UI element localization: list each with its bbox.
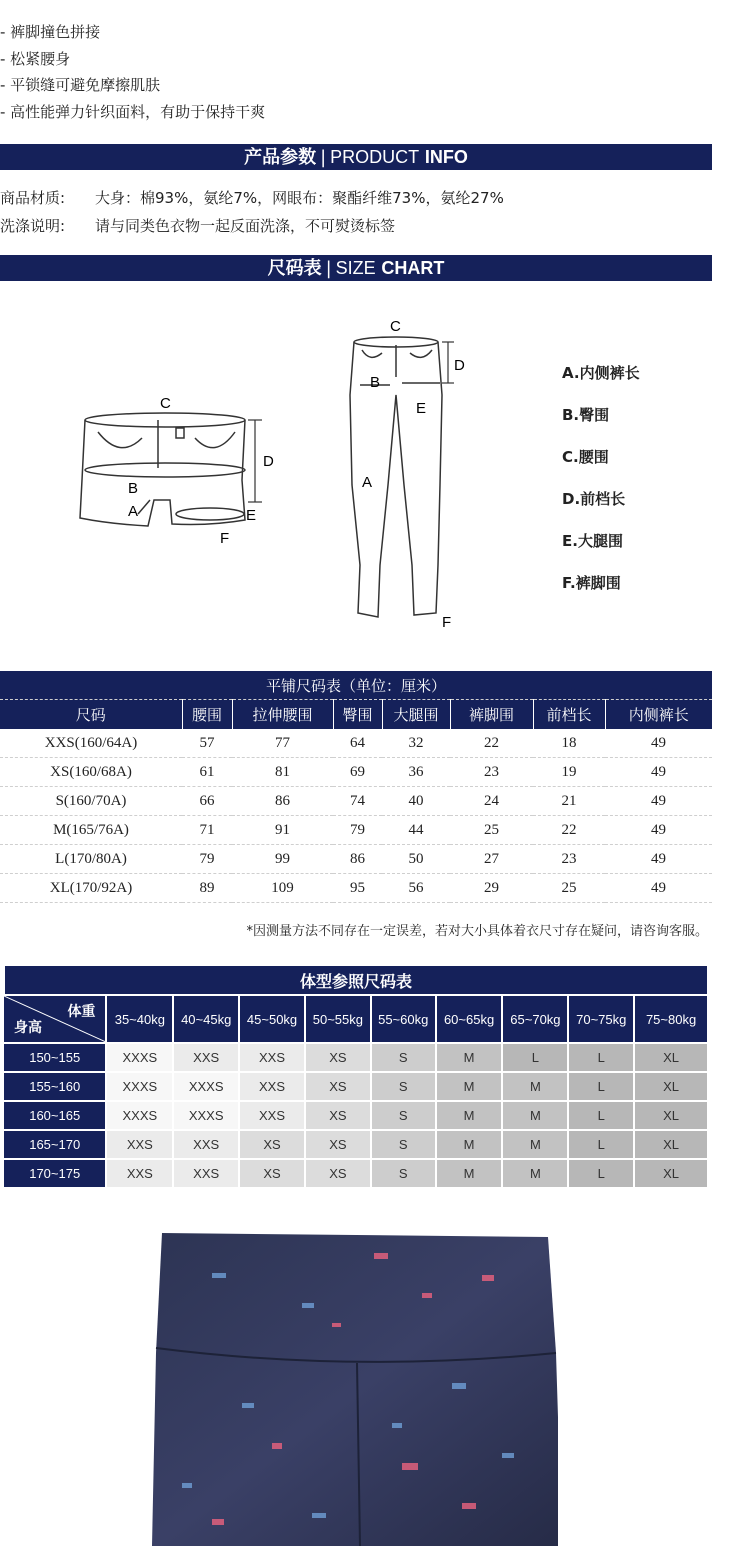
- size-cell: XL: [634, 1130, 707, 1159]
- table-cell: 49: [605, 816, 712, 845]
- material-value: 大身：棉93%，氨纶7%，网眼布：聚酯纤维73%，氨纶27%: [95, 189, 504, 207]
- table-cell: 22: [450, 729, 533, 758]
- diagram-letter: C: [390, 318, 401, 335]
- diagram-letter: E: [246, 507, 257, 524]
- table-row: [0, 787, 712, 816]
- size-cell: XS: [305, 1101, 371, 1130]
- size-cell: L: [502, 1043, 568, 1072]
- size-cell: XXXS: [173, 1101, 239, 1130]
- size-cell: XS: [305, 1043, 371, 1072]
- weight-header: 45~50kg: [239, 995, 305, 1043]
- table-cell: 40: [382, 787, 450, 816]
- corner-header: [4, 995, 106, 1043]
- size-cell: M: [502, 1101, 568, 1130]
- table-cell: 27: [450, 845, 533, 874]
- table-cell: 49: [605, 787, 712, 816]
- height-row: [4, 1159, 707, 1187]
- product-photo: [152, 1233, 558, 1546]
- size-cell: XXXS: [106, 1043, 173, 1072]
- weight-header: 55~60kg: [371, 995, 436, 1043]
- legend-item: D.前档长: [562, 490, 626, 508]
- table-cell: 29: [450, 874, 533, 903]
- table-cell: 91: [232, 816, 333, 845]
- size-cell: XXXS: [173, 1072, 239, 1101]
- diagram-letter: C: [160, 395, 171, 412]
- size-cell: S: [371, 1159, 436, 1187]
- size-cell: L: [568, 1043, 634, 1072]
- column-header: 尺码: [0, 700, 182, 730]
- size-cell: M: [502, 1159, 568, 1187]
- size-cell: XL: [634, 1072, 707, 1101]
- column-header: 大腿围: [382, 700, 450, 730]
- feature-line: - 裤脚撞色拼接: [0, 23, 101, 41]
- size-cell: XXS: [239, 1072, 305, 1101]
- table-cell: XXS(160/64A): [0, 729, 182, 758]
- height-row: [4, 1130, 707, 1159]
- height-header: 170~175: [4, 1159, 106, 1187]
- diagram-letter: A: [128, 503, 139, 520]
- weight-header: 40~45kg: [173, 995, 239, 1043]
- table-cell: 49: [605, 845, 712, 874]
- table-cell: 23: [533, 845, 605, 874]
- table-cell: 86: [232, 787, 333, 816]
- wash-label: 洗涤说明:: [0, 217, 66, 235]
- body-type-table-title: 体型参照尺码表: [4, 965, 707, 995]
- size-cell: XXS: [106, 1130, 173, 1159]
- corner-weight-label: 体重: [67, 1004, 96, 1020]
- table-cell: 69: [333, 758, 382, 787]
- diagram-letter: D: [454, 357, 465, 374]
- height-row: [4, 1101, 707, 1130]
- table-cell: 32: [382, 729, 450, 758]
- table-cell: 77: [232, 729, 333, 758]
- feature-line: - 平锁缝可避免摩擦肌肤: [0, 76, 161, 94]
- table-cell: 74: [333, 787, 382, 816]
- table-cell: XL(170/92A): [0, 874, 182, 903]
- size-cell: L: [568, 1101, 634, 1130]
- size-cell: L: [568, 1159, 634, 1187]
- size-cell: XXS: [239, 1101, 305, 1130]
- table-cell: 57: [182, 729, 232, 758]
- table-cell: 25: [450, 816, 533, 845]
- feature-line: - 高性能弹力针织面料，有助于保持干爽: [0, 103, 266, 121]
- table-cell: 22: [533, 816, 605, 845]
- table-cell: 36: [382, 758, 450, 787]
- body-type-table: [3, 964, 707, 1187]
- size-cell: XXXS: [106, 1072, 173, 1101]
- column-header: 臀围: [333, 700, 382, 730]
- diagram-letter: A: [362, 474, 373, 491]
- table-cell: 49: [605, 758, 712, 787]
- table-cell: 19: [533, 758, 605, 787]
- size-cell: M: [436, 1072, 503, 1101]
- measurement-table: [0, 671, 712, 903]
- size-cell: XL: [634, 1101, 707, 1130]
- banner-separator: |: [325, 258, 332, 279]
- table-cell: 99: [232, 845, 333, 874]
- weight-header: 65~70kg: [502, 995, 568, 1043]
- size-cell: XS: [239, 1159, 305, 1187]
- table-row: [0, 874, 712, 903]
- table-cell: 81: [232, 758, 333, 787]
- weight-header: 35~40kg: [106, 995, 173, 1043]
- weight-header: 75~80kg: [634, 995, 707, 1043]
- table-cell: 64: [333, 729, 382, 758]
- table-cell: 49: [605, 729, 712, 758]
- banner-separator: |: [320, 147, 327, 168]
- size-cell: L: [568, 1072, 634, 1101]
- table-row: [0, 845, 712, 874]
- weight-header: 60~65kg: [436, 995, 503, 1043]
- table-cell: 71: [182, 816, 232, 845]
- table-row: [0, 758, 712, 787]
- table-cell: 24: [450, 787, 533, 816]
- size-cell: XS: [305, 1072, 371, 1101]
- table-cell: 50: [382, 845, 450, 874]
- legend-item: A.内侧裤长: [562, 364, 640, 382]
- table-cell: 21: [533, 787, 605, 816]
- diagram-letter: B: [370, 374, 381, 391]
- legend-item: F.裤脚围: [562, 574, 621, 592]
- table-cell: XS(160/68A): [0, 758, 182, 787]
- size-chart-title-en-bold: CHART: [381, 258, 445, 278]
- material-row: [0, 188, 504, 208]
- size-chart-title-cn: 尺码表: [267, 258, 322, 279]
- measurement-note: *因测量方法不同存在一定误差，若对大小具体着衣尺寸存在疑问，请咨询客服。: [246, 924, 708, 939]
- product-info-title-cn: 产品参数: [244, 147, 317, 168]
- table-cell: L(170/80A): [0, 845, 182, 874]
- size-cell: S: [371, 1072, 436, 1101]
- product-info-title-en: PRODUCT: [330, 147, 420, 167]
- column-header: 前档长: [533, 700, 605, 730]
- product-info-banner: [0, 144, 712, 170]
- size-cell: M: [436, 1159, 503, 1187]
- size-cell: S: [371, 1130, 436, 1159]
- material-label: 商品材质:: [0, 189, 66, 207]
- size-cell: M: [502, 1072, 568, 1101]
- table-cell: 89: [182, 874, 232, 903]
- measurement-header-row: [0, 700, 712, 730]
- table-row: [0, 816, 712, 845]
- table-cell: 86: [333, 845, 382, 874]
- measurement-table-caption: 平铺尺码表（单位：厘米）: [0, 671, 712, 700]
- table-cell: 79: [182, 845, 232, 874]
- diagram-letter: D: [263, 453, 274, 470]
- diagram-letter: F: [220, 530, 230, 547]
- table-cell: 25: [533, 874, 605, 903]
- column-header: 内侧裤长: [605, 700, 712, 730]
- legend-item: E.大腿围: [562, 532, 623, 550]
- diagram-letter: E: [416, 400, 427, 417]
- feature-line: - 松紧腰身: [0, 50, 71, 68]
- size-cell: XS: [305, 1159, 371, 1187]
- size-chart-banner: [0, 255, 712, 281]
- size-cell: XL: [634, 1043, 707, 1072]
- corner-height-label: 身高: [14, 1020, 42, 1036]
- weight-header-row: [4, 995, 707, 1043]
- size-cell: XS: [305, 1130, 371, 1159]
- table-cell: 49: [605, 874, 712, 903]
- column-header: 腰围: [182, 700, 232, 730]
- diagram-letter: F: [442, 614, 452, 631]
- wash-value: 请与同类色衣物一起反面洗涤，不可熨烫标签: [95, 217, 396, 235]
- table-cell: 66: [182, 787, 232, 816]
- size-cell: XXXS: [106, 1101, 173, 1130]
- table-cell: 61: [182, 758, 232, 787]
- column-header: 裤脚围: [450, 700, 533, 730]
- table-cell: 95: [333, 874, 382, 903]
- size-cell: XXS: [173, 1159, 239, 1187]
- size-cell: XL: [634, 1159, 707, 1187]
- size-cell: M: [502, 1130, 568, 1159]
- size-cell: M: [436, 1130, 503, 1159]
- legend-item: C.腰围: [562, 448, 609, 466]
- size-cell: S: [371, 1101, 436, 1130]
- size-cell: M: [436, 1043, 503, 1072]
- table-cell: 18: [533, 729, 605, 758]
- table-cell: 79: [333, 816, 382, 845]
- size-cell: S: [371, 1043, 436, 1072]
- column-header: 拉伸腰围: [232, 700, 333, 730]
- table-cell: M(165/76A): [0, 816, 182, 845]
- size-cell: XXS: [239, 1043, 305, 1072]
- table-cell: 23: [450, 758, 533, 787]
- size-cell: L: [568, 1130, 634, 1159]
- height-row: [4, 1043, 707, 1072]
- size-chart-title-en: SIZE: [335, 258, 376, 278]
- size-cell: XXS: [173, 1130, 239, 1159]
- height-header: 160~165: [4, 1101, 106, 1130]
- size-cell: XXS: [173, 1043, 239, 1072]
- diagram-letter: B: [128, 480, 139, 497]
- size-cell: XXS: [106, 1159, 173, 1187]
- weight-header: 70~75kg: [568, 995, 634, 1043]
- height-row: [4, 1072, 707, 1101]
- shorts-diagram: [70, 390, 290, 550]
- legend-item: B.臀围: [562, 406, 610, 424]
- table-row: [0, 729, 712, 758]
- table-cell: S(160/70A): [0, 787, 182, 816]
- table-cell: 56: [382, 874, 450, 903]
- wash-row: [0, 216, 395, 236]
- height-header: 165~170: [4, 1130, 106, 1159]
- size-cell: M: [436, 1101, 503, 1130]
- height-header: 155~160: [4, 1072, 106, 1101]
- height-header: 150~155: [4, 1043, 106, 1072]
- size-cell: XS: [239, 1130, 305, 1159]
- table-cell: 109: [232, 874, 333, 903]
- table-cell: 44: [382, 816, 450, 845]
- pants-diagram: [340, 315, 480, 635]
- product-info-title-en-bold: INFO: [424, 147, 468, 167]
- weight-header: 50~55kg: [305, 995, 371, 1043]
